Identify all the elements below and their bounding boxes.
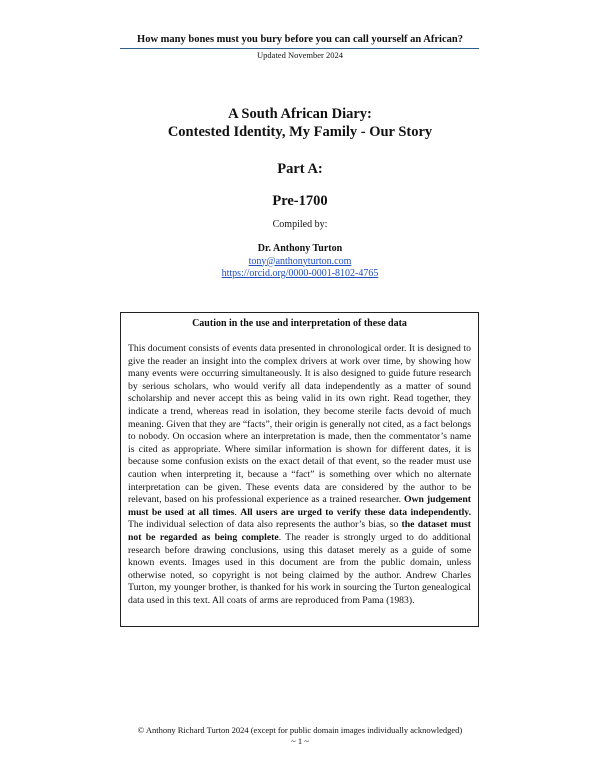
caution-heading: Caution in the use and interpretation of these data (192, 318, 407, 329)
page-number: ~ 1 ~ (291, 736, 309, 746)
part-heading: Part A: (277, 161, 323, 177)
caution-box (120, 312, 479, 627)
author-email-link[interactable]: tony@anthonyturton.com (248, 255, 352, 267)
caution-text-a: This document consists of events data presented in chronological order. It is designed to give the reader an insight into the complex drivers at work over time, by showing how many events were occurring simultaneously. It is also designed to guide future research by serious scholars, who would verify all data independently as a matter of sound scholarship and never accept this as being valid in its own right. Read together, they indicate a trend, whereas read in isolation, they become sterile facts devoid of much meaning. Given that they are “facts”, their origin is generally not cited, as a fact belongs to nobody. On occasion where an interpretation is made, then the commentator’s name is cited as appropriate. Where similar information is shown for different dates, it is because some confusion exists on the exact detail of that event, so the reader must use caution when interpreting it, because a “fact” is something over which no alternate interpretation can be given. These events data are considered by the author to be relevant, based on his professional experience as a trained researcher. (128, 343, 471, 506)
caution-text-c: The individual selection of data also represents the author’s bias, so (128, 519, 402, 531)
caution-bold-a: Own judgement must be used at all times (128, 494, 471, 518)
caution-bold-b: All users are urged to verify these data independently. (240, 506, 472, 518)
running-header-title: How many bones must you bury before you can call yourself an African? (137, 34, 463, 45)
author-orcid-link[interactable]: https://orcid.org/0000-0001-8102-4765 (221, 268, 379, 279)
author-block (0, 243, 600, 281)
caution-bold-c: the dataset must not be regarded as being complete (128, 519, 471, 543)
document-title (0, 105, 600, 141)
author-name: Dr. Anthony Turton (257, 243, 343, 254)
updated-date: Updated November 2024 (257, 50, 343, 60)
caution-text-d: . The reader is strongly urged to do additional research before drawing conclusions, using this dataset merely as a guide of some known events. Images used in this document are from the public domain, unless otherwise noted, so copyright is not being claimed by the author. Andrew Charles Turton, my younger brother, is thanked for his work in sourcing the Turton genealogical data used in this text. All coats of arms are reproduced from Pama (1983). (128, 531, 471, 606)
compiled-by-label: Compiled by: (272, 219, 328, 230)
title-line-2: Contested Identity, My Family - Our Story (167, 124, 433, 140)
period-heading: Pre-1700 (272, 193, 328, 209)
header-divider (120, 48, 479, 49)
caution-text-b: . (234, 506, 241, 518)
title-line-1: A South African Diary: (228, 106, 372, 122)
caution-text (128, 343, 471, 607)
footer-copyright: © Anthony Richard Turton 2024 (except for public domain images individually acknowledged) (137, 725, 463, 735)
